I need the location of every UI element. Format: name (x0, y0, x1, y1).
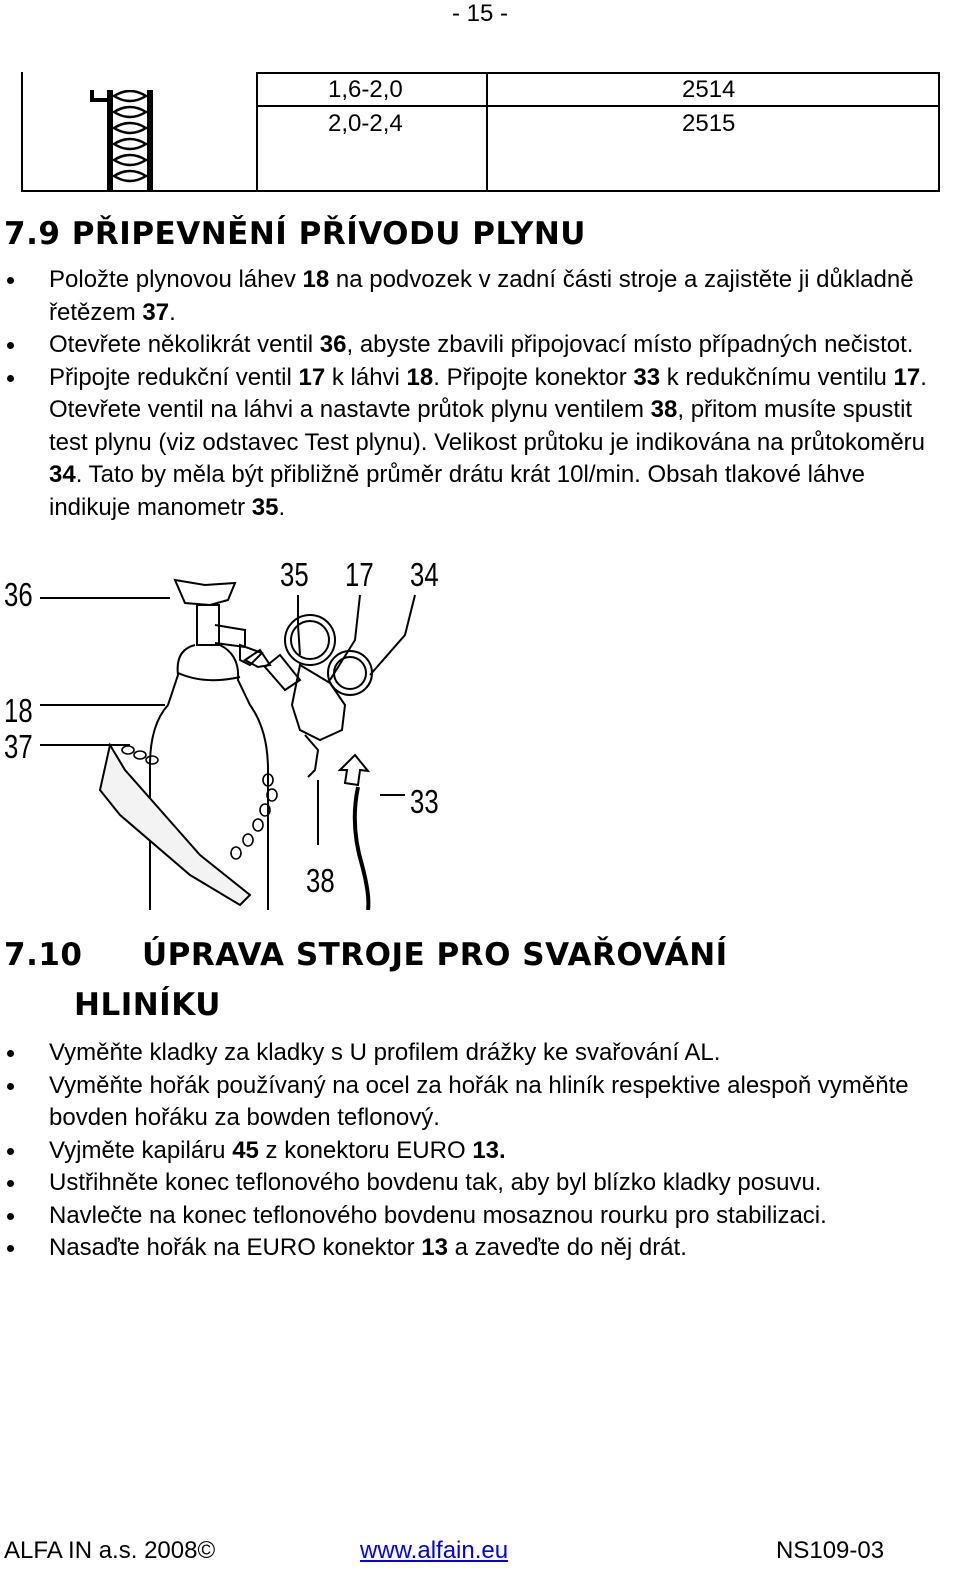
list-item (0, 1037, 945, 1070)
reference-number: 33 (633, 363, 661, 391)
table-cell-code: 2514 (682, 76, 736, 103)
list-item-text: . Tato by měla být přibližně průměr drátu krát 10l/min. Obsah tlakové láhve indikuje manometr (49, 461, 865, 521)
list-item-text: Vyměňte hořák používaný na ocel za hořák na hliník respektive alespoň vyměňte bovden hořáku za bowden teflonový. (49, 1071, 909, 1131)
gas-bottle-regulator-diagram (0, 555, 460, 910)
list-item-text: . Připojte konektor (433, 363, 634, 391)
reference-number: 36 (319, 331, 347, 358)
reference-number: 13 (421, 1234, 448, 1261)
figure-label: 35 (280, 556, 309, 593)
bullet-list (0, 1037, 945, 1265)
list-item-text: a zaveďte do něj drát. (447, 1234, 687, 1261)
list-item (0, 329, 945, 362)
figure-label: 36 (4, 576, 33, 613)
list-item (0, 1200, 945, 1233)
list-item-text: k redukčnímu ventilu (660, 363, 894, 391)
figure-label: 18 (4, 692, 33, 729)
list-item-text: . (278, 493, 286, 521)
bullet-list (0, 264, 945, 524)
list-item-text: Ustřihněte konec teflonového bovdenu tak, aby byl blízko kladky posuvu. (49, 1169, 822, 1196)
reference-number: 38 (650, 396, 678, 423)
reference-number: 34 (49, 461, 76, 488)
list-item-text: Vyměňte kladky za kladky s U profilem drážky ke svařování AL. (49, 1039, 721, 1066)
list-item-text: Navlečte na konec teflonového bovdenu mosaznou rourku pro stabilizaci. (49, 1201, 827, 1229)
table-divider (256, 72, 258, 191)
reference-number: 45 (232, 1136, 259, 1164)
list-item (0, 1167, 945, 1200)
weld-seam-illustration (90, 90, 170, 190)
list-item-text: Nasaďte hořák na EURO konektor (49, 1234, 422, 1261)
reference-number: 18 (302, 266, 330, 293)
footer-company: ALFA IN a.s. 2008© (4, 1537, 216, 1564)
reference-number: 13. (472, 1136, 506, 1164)
figure-label: 33 (410, 783, 439, 820)
reference-number: 35 (251, 493, 279, 521)
list-item (0, 1070, 945, 1135)
reference-number: 18 (406, 363, 434, 391)
table-cell-range: 2,0-2,4 (328, 110, 403, 137)
figure-label: 17 (345, 556, 374, 593)
list-item-text: Připojte redukční ventil (49, 363, 299, 391)
list-item-text: , přitom musíte spustit test plynu (viz odstavec Test plynu). Velikost průtoku je indikována na průtokoměru (49, 396, 926, 456)
page-number: - 15 - (451, 0, 508, 27)
reference-number: 17 (298, 363, 326, 391)
table-top-border (256, 72, 938, 74)
list-item-text: . (169, 298, 176, 326)
table-divider (486, 72, 488, 191)
list-item (0, 1232, 945, 1265)
reference-number: 37 (142, 298, 170, 326)
section-number: 7.10 (4, 937, 83, 973)
table-row-divider (256, 105, 938, 107)
list-item-text: Otevřete několikrát ventil (49, 331, 320, 358)
list-item-text: . Otevřete ventil na láhvi a nastavte průtok plynu ventilem (49, 363, 927, 423)
section-title: ÚPRAVA STROJE PRO SVAŘOVÁNÍ (142, 937, 728, 973)
list-item-text: , abyste zbavili připojovací místo případných nečistot. (346, 331, 914, 358)
footer-doc-code: NS109-03 (776, 1537, 885, 1564)
list-item-text: na podvozek v zadní části stroje a zajistěte ji důkladně řetězem (49, 266, 914, 326)
figure-label: 37 (4, 728, 33, 765)
footer-url-link[interactable]: www.alfain.eu (360, 1537, 509, 1564)
table-cell-code: 2515 (682, 110, 736, 137)
reference-number: 17 (893, 363, 921, 391)
table-cell-range: 1,6-2,0 (328, 76, 403, 103)
figure-label: 34 (410, 556, 439, 593)
section-title-continued: HLINÍKU (74, 987, 221, 1023)
list-item-text: z konektoru EURO (258, 1136, 473, 1164)
section-title: 7.9 PŘIPEVNĚNÍ PŘÍVODU PLYNU (4, 216, 586, 252)
list-item (0, 264, 945, 329)
list-item (0, 362, 945, 525)
list-item-text: Položte plynovou láhev (49, 266, 303, 293)
figure-label: 38 (306, 862, 335, 899)
list-item-text: k láhvi (325, 363, 407, 391)
list-item-text: Vyjměte kapiláru (49, 1136, 233, 1164)
list-item (0, 1135, 945, 1168)
